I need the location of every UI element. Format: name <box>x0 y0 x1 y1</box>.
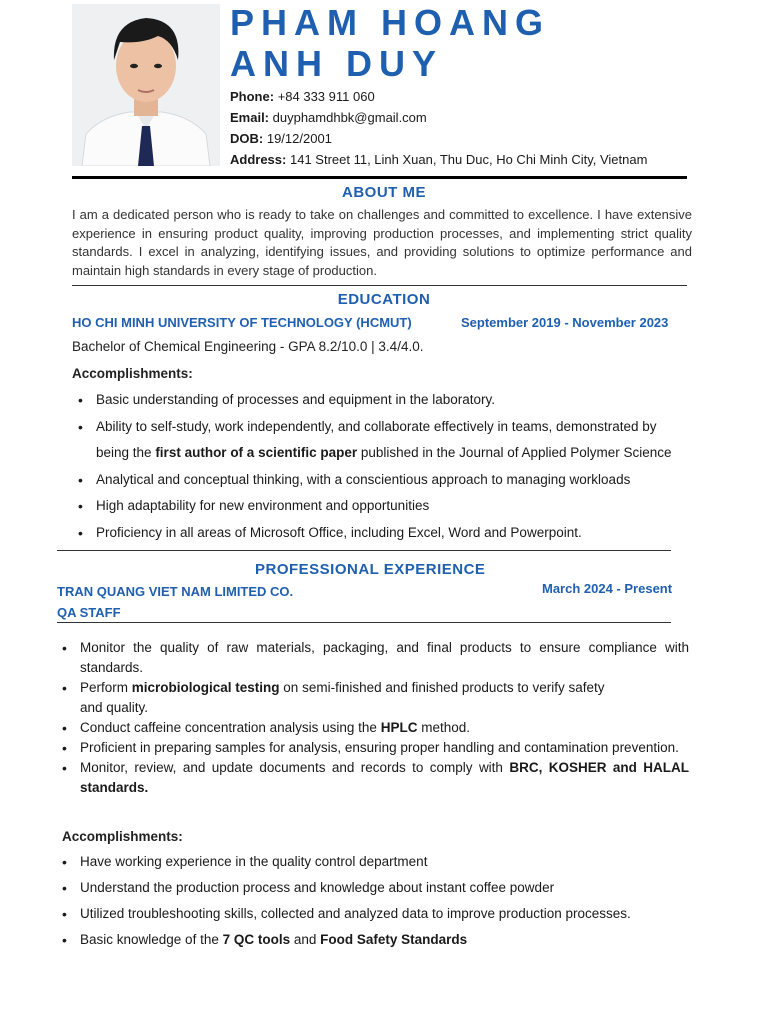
experience-title: PROFESSIONAL EXPERIENCE <box>255 561 486 578</box>
experience-accomplishments-list <box>56 849 736 953</box>
list-item-bold: HPLC <box>380 720 418 735</box>
profile-photo <box>72 4 220 166</box>
list-item-text: Ability to self-study, work independently, and collaborate effectively in teams, demonstrated by <box>96 418 657 434</box>
list-item-text: being the <box>96 445 156 460</box>
list-item-text: Conduct caffeine concentration analysis using the <box>80 720 381 735</box>
list-item: • Have working experience in the quality control department <box>56 849 736 875</box>
list-item-text: Monitor, review, and update documents and records to comply with <box>80 760 510 775</box>
dob-line <box>230 131 332 147</box>
address-value: 141 Street 11, Linh Xuan, Thu Duc, Ho Chi Minh City, Vietnam <box>289 152 648 167</box>
phone-value: +84 333 911 060 <box>277 89 375 104</box>
address-line <box>230 152 647 168</box>
education-accomplishments-title: Accomplishments: <box>72 366 193 381</box>
email-label: Email: <box>230 110 270 125</box>
name-line-2: ANH DUY <box>230 43 444 84</box>
dob-value: 19/12/2001 <box>266 131 332 146</box>
education-accomplishments-list <box>72 387 732 546</box>
list-item-bold: first author of a scientific paper <box>155 445 358 460</box>
list-item: • Understand the production process and knowledge about instant coffee powder <box>56 875 736 901</box>
experience-accomplishments-title: Accomplishments: <box>62 829 183 844</box>
email-value: duyphamdhbk@gmail.com <box>272 110 427 125</box>
list-item: • Monitor the quality of raw materials, packaging, and final products to ensure compliance with standards. <box>56 638 689 678</box>
list-item <box>56 758 689 798</box>
phone-line <box>230 89 375 105</box>
list-item-text: Basic knowledge of the <box>80 932 223 947</box>
list-item-bold: 7 QC tools <box>222 932 291 947</box>
list-item: • Proficiency in all areas of Microsoft Office, including Excel, Word and Powerpoint. <box>72 520 732 547</box>
about-text: I am a dedicated person who is ready to take on challenges and committed to excellence. I have extensive experience in ensuring product quality, improving production processes, and implementing strict quality standards. I excel in analyzing, identifying issues, and providing solutions to optimize performance and maintain high standards in every stage of production. <box>72 207 692 278</box>
role-divider <box>57 622 671 623</box>
company-name: TRAN QUANG VIET NAM LIMITED CO. <box>57 584 294 599</box>
school-name: HO CHI MINH UNIVERSITY OF TECHNOLOGY (HCMUT) <box>72 315 412 330</box>
name-line-1: PHAM HOANG <box>230 2 550 43</box>
education-period: September 2019 - November 2023 <box>461 315 669 330</box>
list-item: • Proficient in preparing samples for analysis, ensuring proper handling and contamination prevention. <box>56 738 689 758</box>
list-item <box>56 718 689 738</box>
list-item <box>72 414 732 467</box>
list-item-text: Perform <box>80 680 132 695</box>
about-title: ABOUT ME <box>342 184 426 201</box>
list-item-text: and <box>290 932 321 947</box>
list-item-bold: BRC, KOSHER and HALAL standards. <box>80 760 690 795</box>
dob-label: DOB: <box>230 131 264 146</box>
list-item-text: and quality. <box>80 700 149 715</box>
list-item-text: published in the Journal of Applied Polymer Science <box>357 445 672 460</box>
list-item: • Basic understanding of processes and equipment in the laboratory. <box>72 387 732 414</box>
experience-period: March 2024 - Present <box>542 581 673 596</box>
list-item <box>56 927 736 953</box>
phone-label: Phone: <box>230 89 275 104</box>
list-item <box>56 678 689 718</box>
candidate-name <box>230 2 550 84</box>
education-title: EDUCATION <box>337 291 431 308</box>
email-line <box>230 110 427 126</box>
about-divider <box>72 285 687 286</box>
list-item: • Utilized troubleshooting skills, collected and analyzed data to improve production processes. <box>56 901 736 927</box>
list-item: • High adaptability for new environment and opportunities <box>72 493 732 520</box>
degree: Bachelor of Chemical Engineering - GPA 8.2/10.0 | 3.4/4.0. <box>72 339 424 354</box>
header-divider <box>72 176 687 179</box>
address-label: Address: <box>230 152 287 167</box>
list-item-text: on semi-finished and finished products to verify safety <box>279 680 605 695</box>
list-item-bold: Food Safety Standards <box>320 932 468 947</box>
list-item-text: method. <box>417 720 470 735</box>
list-item-bold: microbiological testing <box>131 680 280 695</box>
duties-list <box>56 638 689 798</box>
list-item: • Analytical and conceptual thinking, with a conscientious approach to managing workloads <box>72 467 732 494</box>
education-divider <box>57 550 671 551</box>
job-role: QA STAFF <box>57 605 121 620</box>
